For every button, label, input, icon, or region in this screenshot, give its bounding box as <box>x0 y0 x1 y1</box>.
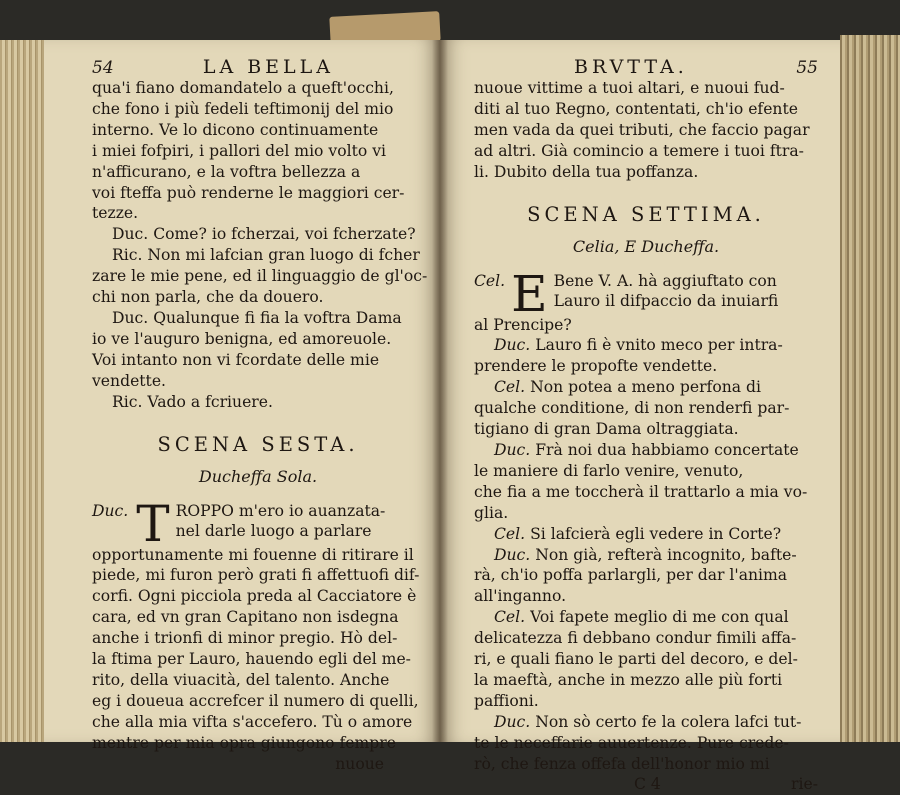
text-fragment: Non potea a meno perfona di <box>530 378 761 397</box>
text-line: Bene V. A. hà aggiuftato con <box>553 271 777 290</box>
scene-seven-characters: Celia, E Ducheffa. <box>572 236 720 256</box>
text-line: diti al tuo Regno, contentati, ch'io efente <box>474 99 798 118</box>
signature-mark: C 4 <box>634 775 661 794</box>
text-line: n'afficurano, e la voftra bellezza a <box>92 162 361 181</box>
text-line: delicatezza fi debbano condur fimili affa- <box>474 629 797 648</box>
text-line: io ve l'auguro benigna, ed amoreuole. <box>92 329 392 348</box>
drop-cap-e: E <box>511 264 548 323</box>
left-page <box>44 40 440 773</box>
dialogue-line <box>474 712 818 733</box>
speaker-label: Duc. <box>92 501 129 520</box>
text-line: anche i trionfi di minor pregio. Hò del- <box>92 629 398 648</box>
text-line: vendette. <box>92 371 167 390</box>
drop-cap-t: T <box>136 494 170 553</box>
text-line: Duc. Qualunque fi fia la voftra Dama <box>112 308 402 327</box>
left-catchword: nuoue <box>335 754 384 773</box>
text-line: all'inganno. <box>474 587 567 606</box>
speaker-label: Cel. <box>494 524 526 543</box>
text-fragment: Si lafcierà egli vedere in Corte? <box>530 524 782 543</box>
text-fragment: Voi fapete meglio di me con qual <box>530 608 789 627</box>
text-line: rò, che fenza offefa dell'honor mio mi <box>474 754 770 773</box>
left-page-edges <box>0 40 44 742</box>
speaker-label: Duc. <box>494 440 531 459</box>
text-line: glia. <box>474 503 509 522</box>
text-line: la maeftà, anche in mezzo alle più forti <box>474 670 783 689</box>
dialogue-line <box>474 524 818 545</box>
right-catchword: rie- <box>791 775 818 794</box>
text-fragment: Non sò certo fe la colera lafci tut- <box>535 712 802 731</box>
text-line: che alla mia vifta s'accefero. Tù o amore <box>92 712 413 731</box>
text-line: qualche conditione, di non renderfi par- <box>474 399 790 418</box>
text-line: tezze. <box>92 204 139 223</box>
text-line: opportunamente mi fouenne di ritirare il <box>92 545 414 564</box>
text-line: al Prencipe? <box>474 315 572 334</box>
left-running-head <box>92 56 424 78</box>
speaker-label: Duc. <box>494 712 531 731</box>
text-line: rito, della viuacità, del talento. Anche <box>92 670 390 689</box>
text-line: Ric. Vado a fcriuere. <box>112 392 273 411</box>
speaker-label: Duc. <box>494 545 531 564</box>
left-page-number: 54 <box>92 58 114 78</box>
text-line: ad altri. Già comincio a temere i tuoi ftra- <box>474 141 804 160</box>
text-fragment: Lauro fi è vnito meco per intra- <box>535 336 783 355</box>
scene-six-title: SCENA SESTA. <box>157 432 359 456</box>
duchess-monologue <box>92 494 424 775</box>
text-line: eg i doueua accrefcer il numero di quelli, <box>92 691 419 710</box>
text-line: interno. Ve lo dicono continuamente <box>92 120 379 139</box>
text-line: i miei fofpiri, i pallori del mio volto vi <box>92 141 386 160</box>
text-fragment: Frà noi dua habbiamo concertate <box>535 440 799 459</box>
scene-seven-dialogue <box>474 264 818 795</box>
text-line: che fia a me toccherà il trattarlo a mia vo- <box>474 482 808 501</box>
right-page-number: 55 <box>796 58 818 78</box>
text-line: che fono i più fedeli teftimonij del mio <box>92 99 394 118</box>
speaker-label: Cel. <box>494 608 526 627</box>
text-line: chi non parla, che da douero. <box>92 288 324 307</box>
right-page-edges <box>840 35 900 742</box>
right-running-title: BRVTTA. <box>574 56 688 78</box>
left-running-title: LA BELLA <box>202 56 334 78</box>
dialogue-line <box>474 440 818 461</box>
text-line: prendere le propofte vendette. <box>474 357 718 376</box>
left-text-before-scene <box>92 78 428 413</box>
text-line: piede, mi furon però grati fi affettuofi dif- <box>92 566 420 585</box>
text-line: te le neceffarie auuertenze. Pure crede- <box>474 733 789 752</box>
text-line: corfi. Ogni picciola preda al Cacciatore è <box>92 587 417 606</box>
dialogue-line <box>474 607 818 628</box>
text-line: Voi intanto non vi fcordate delle mie <box>92 350 380 369</box>
text-fragment: Non già, refterà incognito, bafte- <box>535 545 797 564</box>
text-line: zare le mie pene, ed il linguaggio de gl'oc- <box>92 267 428 286</box>
dialogue-line <box>474 335 818 356</box>
text-line: men vada da quei tributi, che faccio pagar <box>474 120 810 139</box>
right-running-head <box>474 56 818 78</box>
text-line: mentre per mia opra giungono fempre <box>92 733 396 752</box>
text-line: paffioni. <box>474 691 539 710</box>
speaker-label: Cel. <box>494 378 526 397</box>
text-line: cara, ed vn gran Capitano non isdegna <box>92 608 399 627</box>
text-line: ri, e quali fiano le parti del decoro, e del- <box>474 650 798 669</box>
text-line: nuoue vittime a tuoi altari, e nuoui fud- <box>474 79 785 97</box>
text-line: la ftima per Lauro, hauendo egli del me- <box>92 650 411 669</box>
scene-six-characters: Ducheffa Sola. <box>198 466 318 486</box>
dialogue-line <box>474 377 818 398</box>
speaker-label: Duc. <box>494 336 531 355</box>
text-line: Ric. Non mi lafcian gran luogo di fcher <box>112 246 420 265</box>
text-line: Lauro il difpaccio da inuiarfi <box>553 292 779 311</box>
speaker-label: Cel. <box>474 271 506 290</box>
right-page <box>440 40 840 794</box>
text-line: le maniere di farlo venire, venuto, <box>474 461 744 480</box>
text-line: tigiano di gran Dama oltraggiata. <box>474 420 739 439</box>
text-line: voi fteffa può renderne le maggiori cer- <box>92 183 405 202</box>
text-line: ROPPO m'ero io auanzata- <box>175 501 386 520</box>
dialogue-line <box>474 545 818 566</box>
text-line: nel darle luogo a parlare <box>175 522 372 541</box>
text-line: li. Dubito della tua poffanza. <box>474 162 699 181</box>
text-line: qua'i fiano domandatelo a queft'occhi, <box>92 79 394 97</box>
text-line: rà, ch'io poffa parlargli, per dar l'anima <box>474 566 788 585</box>
scene-seven-title: SCENA SETTIMA. <box>527 202 765 226</box>
book-gutter <box>432 40 448 742</box>
signature-line <box>474 774 818 795</box>
text-line: Duc. Come? io fcherzai, voi fcherzate? <box>112 225 416 244</box>
right-text-before-scene <box>474 78 818 183</box>
